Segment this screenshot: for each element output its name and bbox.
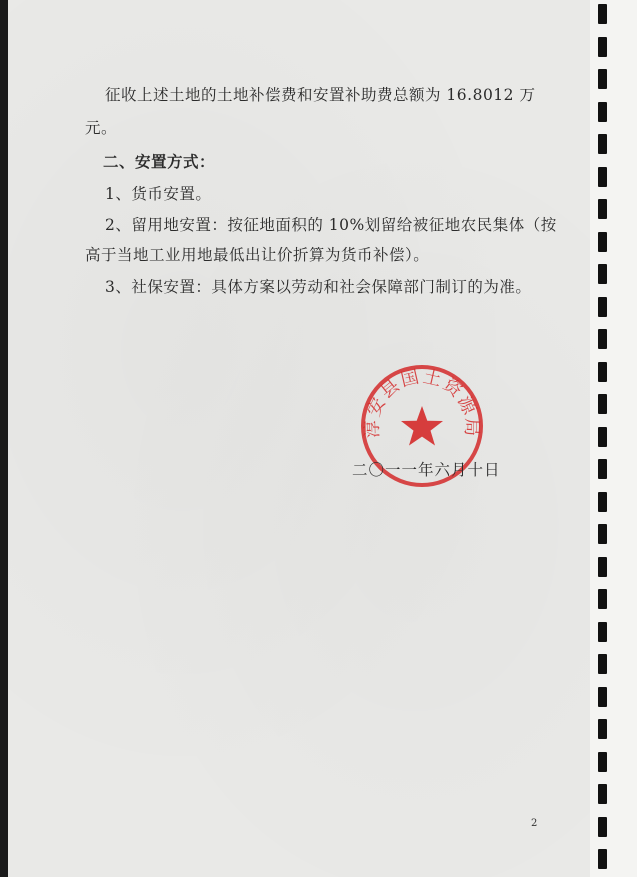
section-heading: 二、安置方式： bbox=[103, 152, 216, 171]
binding-hole bbox=[598, 297, 607, 317]
binding-hole bbox=[598, 362, 607, 382]
binding-hole bbox=[598, 232, 607, 252]
seal-star-icon bbox=[401, 406, 443, 446]
binding-hole bbox=[598, 102, 607, 122]
binding-hole bbox=[598, 687, 607, 707]
seal-text: 淳安县国土资源局 bbox=[361, 366, 483, 439]
binding-hole bbox=[598, 524, 607, 544]
binding-hole bbox=[598, 492, 607, 512]
list-item-1: 1、货币安置。 bbox=[105, 185, 212, 203]
binding-hole bbox=[598, 69, 607, 89]
binding-hole bbox=[598, 589, 607, 609]
paragraph-line-1: 征收上述土地的土地补偿费和安置补助费总额为 16.8012 万 bbox=[105, 86, 536, 104]
binding-hole bbox=[598, 817, 607, 837]
binding-hole bbox=[598, 37, 607, 57]
binding-hole bbox=[598, 264, 607, 284]
binding-hole bbox=[598, 849, 607, 869]
binding-hole bbox=[598, 622, 607, 642]
document-date: 二〇一一年六月十日 bbox=[352, 461, 501, 479]
binding-hole bbox=[598, 752, 607, 772]
binding-hole bbox=[598, 394, 607, 414]
binding-hole bbox=[598, 134, 607, 154]
binding-hole bbox=[598, 329, 607, 349]
binding-hole bbox=[598, 4, 607, 24]
list-item-2: 2、留用地安置：按征地面积的 10%划留给被征地农民集体（按 bbox=[105, 216, 557, 234]
binding-hole bbox=[598, 427, 607, 447]
list-item-2-continued: 高于当地工业用地最低出让价折算为货币补偿）。 bbox=[85, 246, 430, 264]
binding-hole bbox=[598, 784, 607, 804]
binding-hole bbox=[598, 719, 607, 739]
binding-hole bbox=[598, 654, 607, 674]
binding-hole bbox=[598, 167, 607, 187]
binding-hole bbox=[598, 557, 607, 577]
page-number: 2 bbox=[531, 818, 538, 829]
binding-hole bbox=[598, 199, 607, 219]
paragraph-line-2: 元。 bbox=[85, 119, 118, 137]
binding-hole bbox=[598, 459, 607, 479]
list-item-3: 3、社保安置：具体方案以劳动和社会保障部门制订的为准。 bbox=[105, 278, 532, 296]
